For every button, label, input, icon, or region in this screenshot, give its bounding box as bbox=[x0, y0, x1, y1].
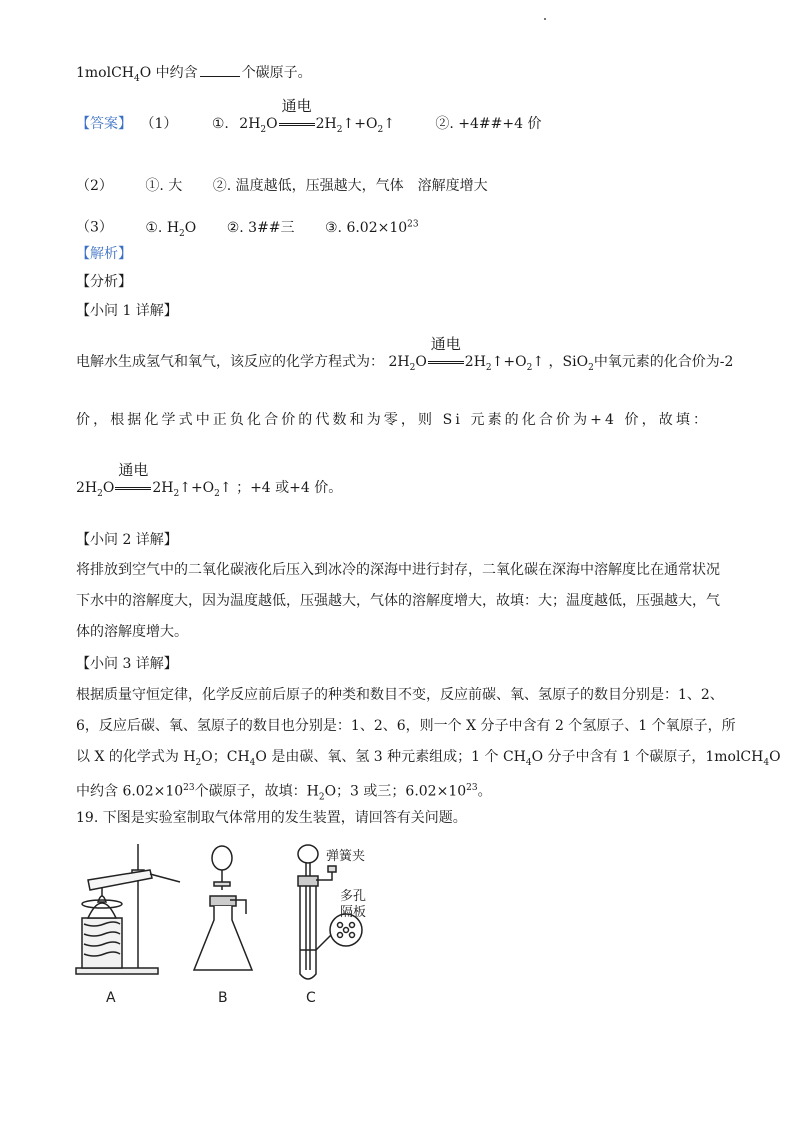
sub3-text-line-1: 根据质量守恒定律，化学反应前后原子的种类和数目不变，反应前碳、氧、氢原子的数目分别是：1、2、 bbox=[76, 687, 724, 703]
eq-sub: 2 bbox=[485, 362, 492, 373]
condition-text: 通电 bbox=[430, 335, 461, 353]
gas-arrow: ↑ bbox=[383, 116, 395, 132]
subscript: 4 bbox=[134, 73, 140, 84]
eq-sub: 2 bbox=[173, 488, 180, 499]
answer-row-1 bbox=[76, 97, 542, 140]
reaction-condition bbox=[278, 97, 316, 134]
eq-product-2: +O bbox=[354, 116, 378, 132]
answer-2-2: ②. 温度越低，压强越大，气体 溶解度增大 bbox=[212, 178, 488, 194]
sub1-text-line-1 bbox=[76, 335, 734, 378]
answer-2-1: ①. 大 bbox=[145, 178, 183, 194]
plate-label-2: 隔板 bbox=[340, 905, 367, 920]
text: O；3 或三；6.02×10 bbox=[324, 783, 467, 800]
apparatus-b bbox=[194, 846, 252, 970]
superscript: 23 bbox=[407, 219, 419, 229]
equals-bar bbox=[115, 487, 151, 490]
equation-electrolysis-2 bbox=[388, 335, 548, 373]
apparatus-figure bbox=[70, 840, 390, 1010]
analysis-label: 【解析】 bbox=[76, 246, 132, 262]
text: O bbox=[769, 749, 781, 765]
subscript: 2 bbox=[588, 362, 594, 373]
text: O bbox=[184, 219, 197, 236]
eq-sub: 2 bbox=[526, 362, 533, 373]
eq-sub: 2 bbox=[214, 488, 220, 499]
question-number: （3） bbox=[76, 219, 113, 236]
gas-arrow: ↑ bbox=[342, 116, 355, 132]
answer-row-3 bbox=[76, 214, 419, 243]
gas-arrow: ↑ bbox=[179, 480, 191, 496]
text: 1molCH bbox=[76, 65, 135, 81]
eq-product-2: +O bbox=[190, 480, 215, 496]
text: ，SiO bbox=[548, 354, 589, 370]
answer-row-2 bbox=[76, 176, 488, 196]
text: ；+4 或+4 价。 bbox=[236, 480, 343, 496]
answer-1-2: ②. +4##+4 价 bbox=[435, 116, 542, 132]
question-number: （1） bbox=[140, 116, 178, 132]
subscript: 4 bbox=[249, 757, 256, 768]
text: ③. 6.02×10 bbox=[325, 219, 408, 236]
eq-sub: 2 bbox=[377, 124, 384, 135]
eq-lhs-tail: O bbox=[266, 116, 278, 132]
gas-arrow: ↑ bbox=[219, 480, 232, 496]
carryover-question bbox=[76, 62, 312, 89]
sub2-text-line-3: 体的溶解度增大。 bbox=[76, 624, 188, 640]
sub3-text-line-4 bbox=[76, 778, 492, 807]
text: 中氧元素的化合价为-2 bbox=[593, 354, 734, 370]
sub1-label: 【小问 1 详解】 bbox=[76, 303, 178, 319]
answer-3-1 bbox=[145, 219, 197, 239]
eq-product-1: 2H bbox=[152, 480, 174, 496]
item-number: ①. bbox=[211, 116, 229, 132]
sub2-text-line-2: 下水中的溶解度大，因为温度越低，压强越大，气体的溶解度增大，故填：大；温度越低，压强越大，气 bbox=[76, 593, 720, 609]
sub3-text-line-2: 6，反应后碳、氧、氢原子的数目也分别是：1、2、6，则一个 X 分子中含有 2 个氢原子、1 个氧原子，所 bbox=[76, 718, 736, 734]
text: 。 bbox=[477, 783, 492, 800]
gas-arrow: ↑ bbox=[491, 354, 504, 370]
reaction-condition bbox=[114, 461, 152, 498]
sub3-text-line-3 bbox=[76, 747, 781, 773]
superscript: 23 bbox=[466, 783, 478, 793]
fenxi-label: 【分析】 bbox=[76, 274, 132, 290]
eq-lhs-tail: O bbox=[102, 480, 115, 496]
reaction-condition bbox=[427, 335, 465, 372]
equals-bar bbox=[428, 361, 464, 364]
answer-blank bbox=[200, 62, 240, 77]
text: O 分子中含有 1 个碳原子，1molCH bbox=[531, 749, 764, 765]
eq-sub: 2 bbox=[260, 124, 267, 135]
text: 电解水生成氢气和氧气，该反应的化学方程式为： bbox=[76, 354, 384, 370]
sub1-text-line-2: 价，根据化学式中正负化合价的代数和为零，则 Si 元素的化合价为+4 价，故填： bbox=[76, 412, 711, 428]
condition-text: 通电 bbox=[281, 97, 312, 115]
text: 个碳原子，故填：H bbox=[194, 783, 319, 800]
label-b: B bbox=[218, 990, 228, 1006]
text: 个碳原子。 bbox=[241, 65, 312, 81]
answer-label: 【答案】 bbox=[76, 116, 132, 132]
text: O 中约含 bbox=[139, 65, 198, 81]
eq-sub: 2 bbox=[336, 124, 343, 135]
eq-lhs: 2H bbox=[76, 480, 98, 496]
subscript: 2 bbox=[179, 228, 185, 239]
eq-lhs: 2H bbox=[239, 116, 261, 132]
gas-arrow: ↑ bbox=[532, 354, 545, 370]
equation-electrolysis bbox=[239, 97, 395, 140]
sub2-text-line-1: 将排放到空气中的二氧化碳液化后压入到冰冷的深海中进行封存，二氧化碳在深海中溶解度比在通常状况 bbox=[76, 562, 720, 578]
eq-lhs: 2H bbox=[388, 354, 410, 370]
label-a: A bbox=[106, 990, 116, 1006]
sub1-text-line-3 bbox=[76, 461, 343, 504]
equals-bar bbox=[279, 123, 315, 126]
text: O 是由碳、氧、氢 3 种元素组成；1 个 CH bbox=[255, 749, 526, 765]
text: 中约含 6.02×10 bbox=[76, 783, 184, 800]
subscript: 2 bbox=[195, 757, 202, 768]
eq-sub: 2 bbox=[97, 488, 103, 499]
equation-electrolysis-3 bbox=[76, 461, 236, 499]
answer-3-2: ②. 3##三 bbox=[226, 219, 295, 236]
label-c: C bbox=[306, 990, 316, 1006]
question-number: （2） bbox=[76, 178, 113, 194]
subscript: 2 bbox=[318, 792, 325, 803]
plate-label-1: 多孔 bbox=[340, 889, 367, 904]
apparatus-a bbox=[76, 844, 180, 974]
subscript: 4 bbox=[763, 757, 770, 768]
condition-text: 通电 bbox=[118, 461, 149, 479]
sub3-label: 【小问 3 详解】 bbox=[76, 656, 178, 672]
scan-dot bbox=[544, 18, 546, 20]
eq-product-2: +O bbox=[503, 354, 527, 370]
eq-product-1: 2H bbox=[315, 116, 337, 132]
clip-label: 弹簧夹 bbox=[326, 849, 366, 864]
eq-sub: 2 bbox=[409, 362, 416, 373]
question-19: 19. 下图是实验室制取气体常用的发生装置，请回答有关问题。 bbox=[76, 810, 467, 826]
text: ①. H bbox=[145, 219, 180, 236]
eq-lhs-tail: O bbox=[415, 354, 427, 370]
sub2-label: 【小问 2 详解】 bbox=[76, 532, 178, 548]
text: O；CH bbox=[201, 749, 250, 765]
answer-3-3 bbox=[325, 220, 419, 236]
text: 以 X 的化学式为 H bbox=[76, 749, 196, 765]
eq-product-1: 2H bbox=[464, 354, 486, 370]
superscript: 23 bbox=[183, 783, 195, 793]
subscript: 4 bbox=[525, 757, 532, 768]
